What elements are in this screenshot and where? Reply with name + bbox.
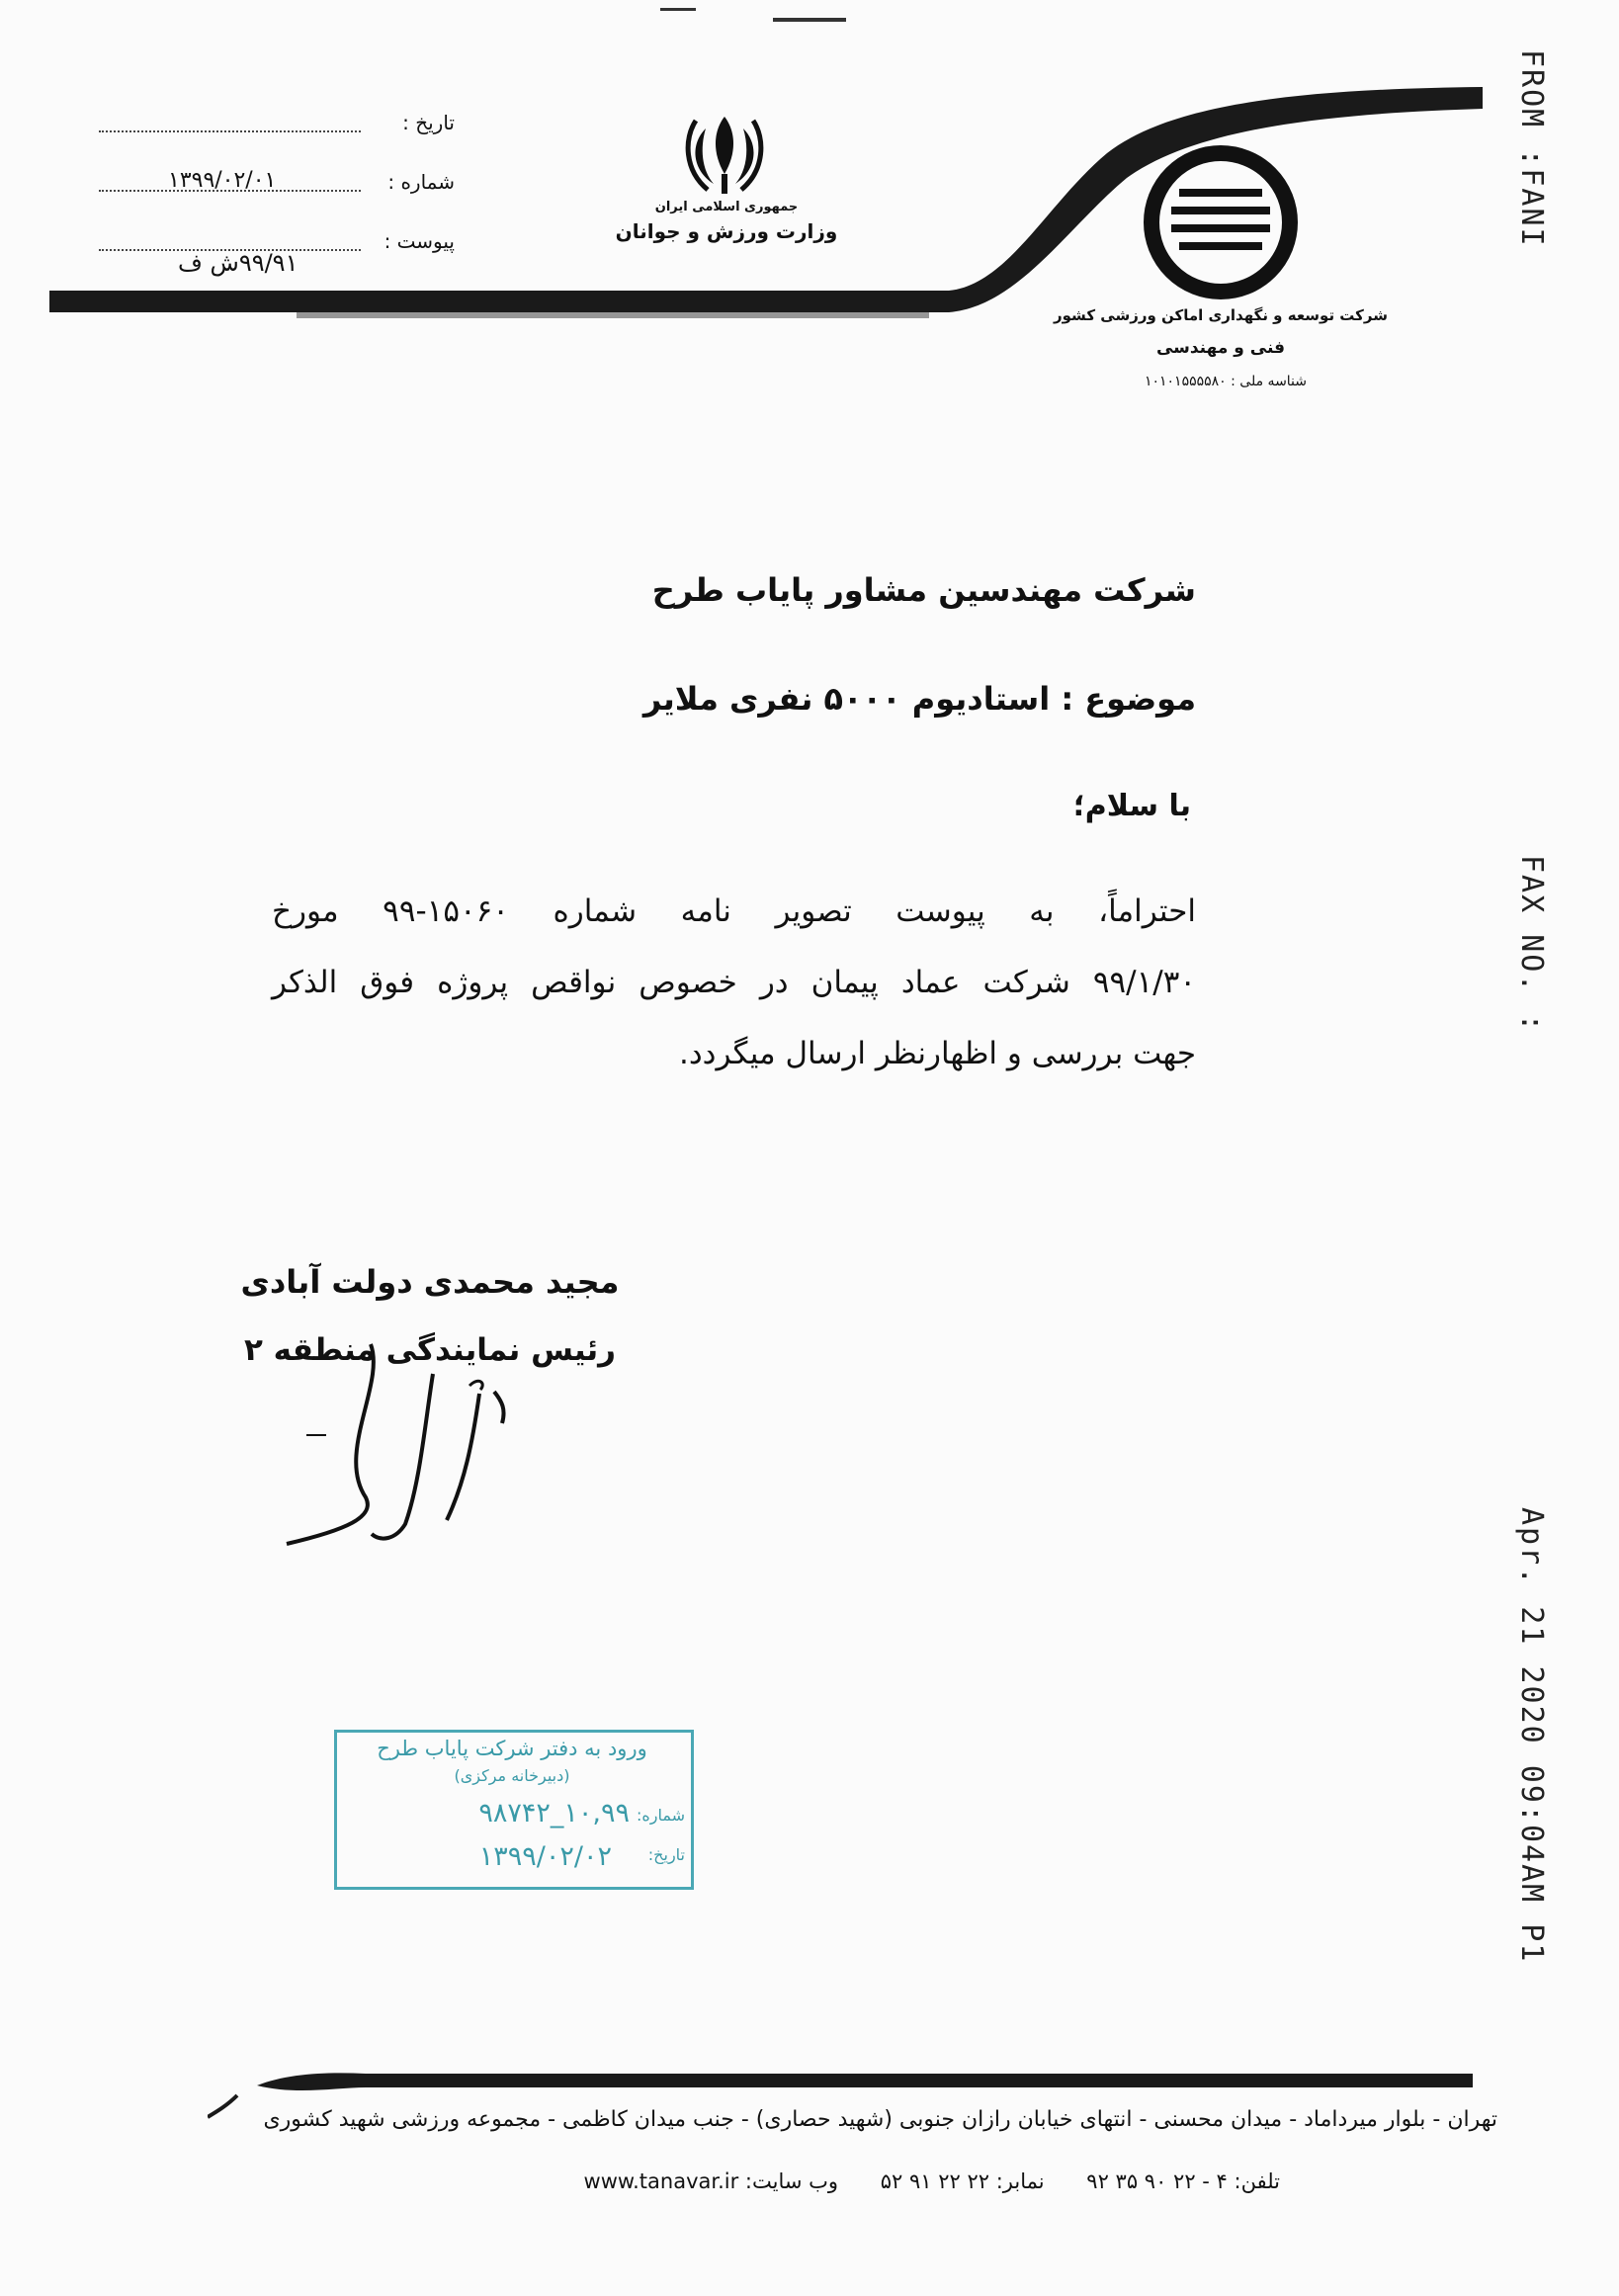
meta-number xyxy=(99,170,455,210)
meta-date xyxy=(99,111,455,150)
dotted-line xyxy=(99,130,361,132)
stamp-number-value: ۱۰,۹۹_۹۸۷۴۲ xyxy=(478,1798,630,1828)
website-link[interactable]: www.tanavar.ir xyxy=(583,2169,739,2193)
stamp-number-label: شماره: xyxy=(636,1806,685,1825)
stamp-date-label: تاریخ: xyxy=(647,1845,685,1864)
website-label: وب سایت: xyxy=(744,2169,839,2193)
company-name: شرکت توسعه و نگهداری اماکن ورزشی کشور xyxy=(1054,306,1388,324)
body-line3: جهت بررسی و اظهارنظر ارسال میگردد. xyxy=(679,1036,1196,1071)
phone-number: ۴ - ۲۲ ۹۰ ۳۵ ۹۲ xyxy=(1086,2169,1228,2193)
stamp-date-value: ۱۳۹۹/۰۲/۰۲ xyxy=(478,1841,612,1872)
received-stamp xyxy=(334,1730,694,1890)
attachment-label: پیوست : xyxy=(383,229,455,253)
iran-emblem-icon xyxy=(684,113,765,198)
company-logo xyxy=(1151,153,1290,292)
fax-header xyxy=(1473,0,1611,2296)
scan-mark xyxy=(773,18,846,22)
signer-name: مجید محمدی دولت آبادی xyxy=(240,1263,620,1301)
ministry-line1: جمهوری اسلامی ایران xyxy=(654,200,799,214)
stamp-title: ورود به دفتر شرکت پایاب طرح xyxy=(377,1737,647,1760)
signer-title: رئیس نمایندگی منطقه ۲ xyxy=(243,1332,617,1368)
company-dept: فنی و مهندسی xyxy=(1155,338,1286,358)
company-national-id: شناسه ملی : ۱۰۱۰۱۵۵۵۵۸۰ xyxy=(1144,374,1308,389)
attachment-value: ۹۹/۹۱ش ف xyxy=(178,249,298,277)
ministry-name: وزارت ورزش و جوانان xyxy=(615,219,838,243)
handwritten-signature xyxy=(277,1315,573,1572)
number-label: شماره : xyxy=(387,170,455,194)
fax-label: نمابر: xyxy=(995,2169,1045,2193)
greeting: با سلام؛ xyxy=(1072,789,1191,823)
fax-number: FAX NO. : xyxy=(1514,855,1549,1034)
letter-body xyxy=(272,883,1196,1082)
fax-date-time: Apr. 21 2020 09:04AM P1 xyxy=(1514,1507,1549,1964)
number-value: ۱۳۹۹/۰۲/۰۱ xyxy=(168,168,277,193)
phone-label: تلفن: xyxy=(1234,2169,1280,2193)
stamp-subtitle: (دبیرخانه مرکزی) xyxy=(454,1766,570,1785)
fax-number-footer: ۲۲ ۲۲ ۹۱ ۵۲ xyxy=(880,2169,990,2193)
recipient: شرکت مهندسین مشاور پایاب طرح xyxy=(651,571,1196,609)
scan-mark xyxy=(660,8,696,11)
date-label: تاریخ : xyxy=(402,111,455,134)
footer-address: تهران - بلوار میرداماد - میدان محسنی - انتهای خیابان رازان جنوبی (شهید حصاری) - جنب میدان کاظمی - مجموعه ورزشی شهید کشوری xyxy=(263,2107,1497,2132)
footer-contact xyxy=(435,2169,1280,2193)
body-line1: احتراماً، به پیوست تصویر نامه شماره ۱۵۰۶۰-۹۹ مورخ xyxy=(272,893,1196,929)
subject: موضوع : استادیوم ۵۰۰۰ نفری ملایر xyxy=(642,680,1196,718)
meta-attachment xyxy=(99,229,455,277)
fax-from: FROM :FANI xyxy=(1514,49,1549,248)
body-line2: ۹۹/۱/۳۰ شرکت عماد پیمان در خصوص نواقص پروژه فوق الذکر xyxy=(272,965,1196,1000)
